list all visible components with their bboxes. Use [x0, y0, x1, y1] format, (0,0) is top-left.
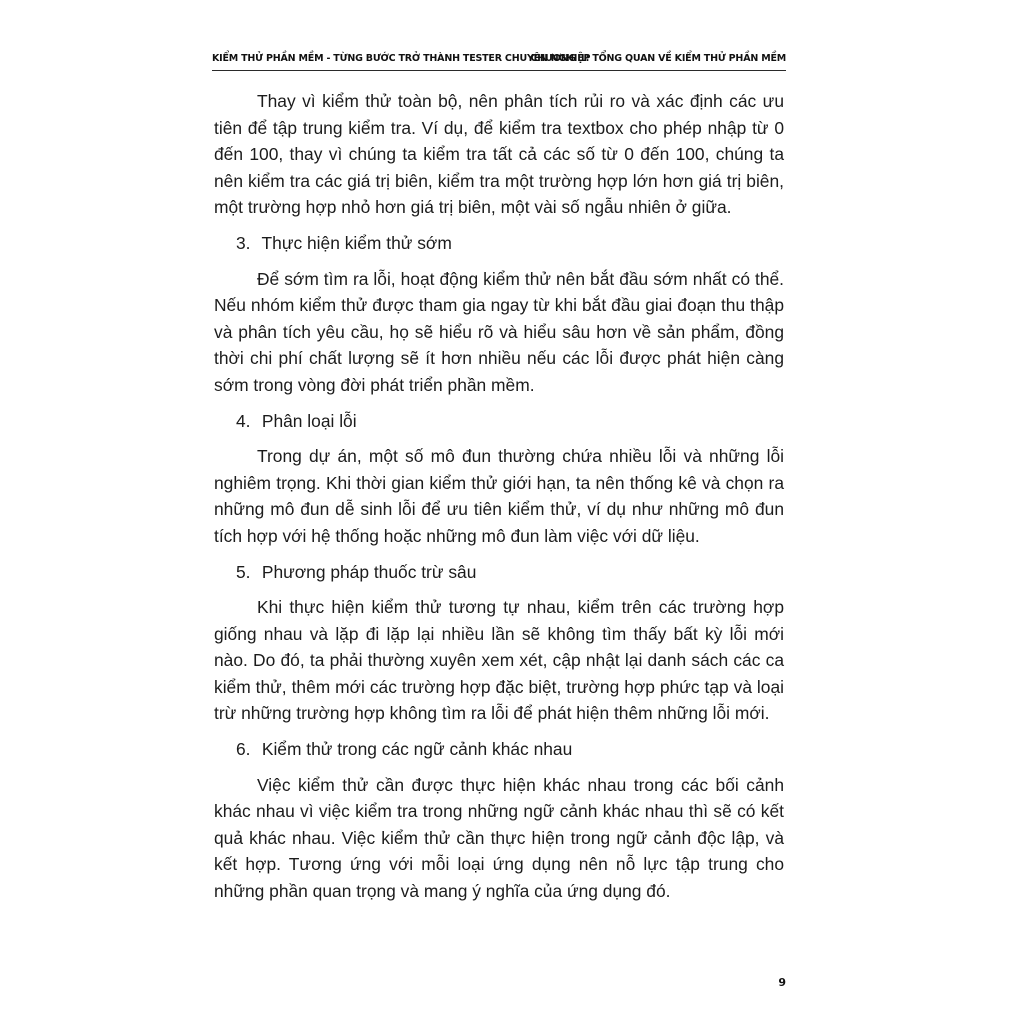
section-paragraph-6: Việc kiểm thử cần được thực hiện khác nhau trong các bối cảnh khác nhau vì việc kiểm tra trong những ngữ cảnh khác nhau thì sẽ có kết quả khác nhau. Việc kiểm thử cần thực hiện trong ngữ cảnh độc lập, và kết hợp. Tương ứng với mỗi loại ứng dụng nên nỗ lực tập trung cho những phần quan trọng và mang ý nghĩa của ứng dụng đó. — [214, 774, 784, 902]
section-title: Kiểm thử trong các ngữ cảnh khác nhau — [261, 739, 573, 760]
book-title: KIỂM THỬ PHẦN MỀM - TỪNG BƯỚC TRỞ THÀNH TESTER CHUYÊN NGHIỆP — [212, 53, 591, 64]
section-heading-4 — [214, 408, 784, 435]
intro-paragraph: Thay vì kiểm thử toàn bộ, nên phân tích rủi ro và xác định các ưu tiên để tập trung kiểm tra. Ví dụ, để kiểm tra textbox cho phép nhập từ 0 đến 100, thay vì chúng ta kiểm tra tất cả các số từ 0 đến 100, chúng ta nên kiểm tra các giá trị biên, kiểm tra một trường hợp lớn hơn giá trị biên, một trường hợp nhỏ hơn giá trị biên, một vài số ngẫu nhiên ở giữa. — [214, 91, 784, 218]
section-number: 3. — [236, 232, 251, 253]
section-heading-5 — [214, 559, 784, 586]
section-heading-6 — [214, 736, 784, 763]
section-title: Phương pháp thuốc trừ sâu — [261, 561, 477, 582]
section-paragraph-4: Trong dự án, một số mô đun thường chứa nhiều lỗi và những lỗi nghiêm trọng. Khi thời gian kiểm thử giới hạn, ta nên thống kê và chọn ra những mô đun dễ sinh lỗi để ưu tiên kiểm thử, ví dụ như những mô đun tích hợp với hệ thống hoặc những mô đun làm việc với dữ liệu. — [214, 446, 784, 546]
section-title: Thực hiện kiểm thử sớm — [261, 232, 452, 253]
section-title: Phân loại lỗi — [261, 410, 357, 431]
chapter-title: CHƯƠNG 1: TỔNG QUAN VỀ KIỂM THỬ PHẦN MỀM — [530, 53, 786, 64]
page-body — [214, 88, 784, 905]
running-header — [212, 50, 786, 71]
section-paragraph-3: Để sớm tìm ra lỗi, hoạt động kiểm thử nên bắt đầu sớm nhất có thể. Nếu nhóm kiểm thử được tham gia ngay từ khi bắt đầu giai đoạn thu thập và phân tích yêu cầu, họ sẽ hiểu rõ và hiểu sâu hơn về sản phẩm, đồng thời chi phí chất lượng sẽ ít hơn nhiều nếu các lỗi được phát hiện càng sớm trong vòng đời phát triển phần mềm. — [214, 268, 784, 395]
section-heading-3 — [214, 230, 784, 257]
page-number: 9 — [778, 976, 786, 989]
section-number: 6. — [236, 739, 251, 760]
section-number: 5. — [236, 561, 251, 582]
section-number: 4. — [236, 410, 251, 431]
section-paragraph-5: Khi thực hiện kiểm thử tương tự nhau, kiểm trên các trường hợp giống nhau và lặp đi lặp lại nhiều lần sẽ không tìm thấy bất kỳ lỗi mới nào. Do đó, ta phải thường xuyên xem xét, cập nhật lại danh sách các ca kiểm thử, thêm mới các trường hợp đặc biệt, trường hợp phức tạp và loại trừ những trường hợp không tìm ra lỗi để phát hiện thêm những lỗi mới. — [214, 597, 784, 724]
